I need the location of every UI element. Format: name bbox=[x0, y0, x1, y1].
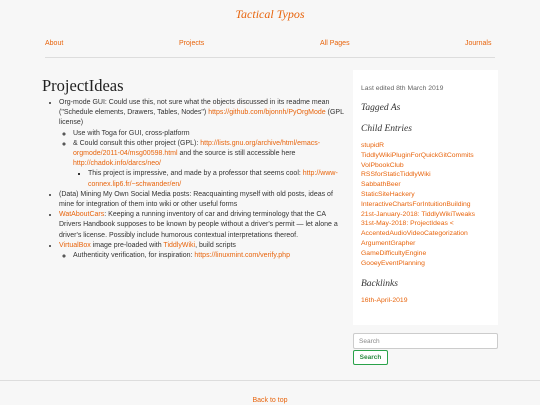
list-item bbox=[88, 169, 344, 189]
list-item-text: Org-mode GUI: Could use this, not sure what the objects discussed in its readme mean ("Schedule elements, Drawers, Tables, Nodes") bbox=[59, 99, 330, 117]
sub-list bbox=[59, 129, 344, 190]
backlinks-heading: Backlinks bbox=[361, 279, 398, 290]
tagged-as-heading: Tagged As bbox=[361, 103, 401, 113]
sub-list bbox=[59, 251, 344, 261]
gnu-archive-link[interactable]: http://lists.gnu.org/archive/html/emacs-orgmode/2011-04/msg00598.html bbox=[73, 139, 321, 158]
child-entry-link[interactable]: StaticSiteHackery bbox=[361, 190, 415, 198]
child-entries-heading: Child Entries bbox=[361, 124, 412, 134]
list-item-text: Authenticity verification, for inspiration: bbox=[73, 252, 195, 260]
child-entry-link[interactable]: GooeyEventPlanning bbox=[361, 259, 425, 267]
child-entry-link[interactable]: ArgumentGrapher bbox=[361, 239, 416, 247]
list-item bbox=[59, 190, 344, 210]
search-input[interactable] bbox=[353, 333, 498, 349]
child-entry-link[interactable]: TiddlyWikiPluginForQuickGitCommits bbox=[361, 151, 474, 159]
last-edited: Last edited 8th March 2019 bbox=[361, 85, 444, 92]
list-item bbox=[73, 251, 344, 261]
list-item bbox=[59, 210, 344, 241]
child-entry-link[interactable]: GameDifficultyEngine bbox=[361, 249, 427, 257]
main-content bbox=[48, 98, 344, 261]
search-button[interactable]: Search bbox=[353, 350, 388, 365]
linuxmint-verify-link[interactable]: https://linuxmint.com/verify.php bbox=[194, 252, 290, 260]
list-item-text: , build scripts bbox=[195, 241, 236, 249]
list-item-text: (Data) Mining My Own Social Media posts: Reacquainting myself with old posts, ideas of mine for integration of them into wiki or other useful forms bbox=[59, 190, 333, 209]
child-entry-link[interactable]: 31st-May-2018: ProjectIdeas < bbox=[361, 220, 454, 228]
wataboutcars-link[interactable]: WatAboutCars bbox=[59, 211, 105, 219]
footer-divider bbox=[0, 380, 540, 381]
child-entry-link[interactable]: 21st-January-2018: TiddlyWikiTweaks bbox=[361, 210, 476, 218]
nav-about[interactable]: About bbox=[45, 40, 64, 47]
page-title: ProjectIdeas bbox=[42, 76, 124, 95]
list-item-text: (GPL license) bbox=[59, 109, 344, 127]
child-entry-link[interactable]: VolPbookClub bbox=[361, 161, 404, 169]
backlink-link[interactable]: 16th-April-2019 bbox=[361, 297, 408, 305]
list-item-text: Use with Toga for GUI, cross-platform bbox=[73, 129, 190, 137]
child-entry-link[interactable]: AccentedAudioVideoCategorization bbox=[361, 230, 468, 238]
sidebar bbox=[353, 70, 498, 325]
pyorgmode-link[interactable]: https://github.com/bjonnh/PyOrgMode bbox=[208, 109, 326, 117]
list-item-text: image pre-loaded with bbox=[90, 241, 164, 249]
list-item-text: : Keeping a running inventory of car and driving terminology that the CA Drivers Handbook supposes to be known by people without a driver's permit — let alone a driver's license. Possibly include humorous contextual interpretations thereof. bbox=[59, 211, 338, 239]
list-item bbox=[73, 139, 344, 190]
nav-projects[interactable]: Projects bbox=[179, 40, 205, 47]
connex-link[interactable]: http://www-connex.lip6.fr/~schwander/en/ bbox=[88, 170, 338, 188]
chadok-link[interactable]: http://chadok.info/darcs/neo/ bbox=[73, 160, 161, 168]
project-list bbox=[48, 98, 344, 261]
back-to-top-link[interactable]: Back to top bbox=[252, 397, 288, 404]
list-item-text: This project is impressive, and made by a professor that seems cool: bbox=[88, 170, 303, 178]
child-entries-list bbox=[361, 141, 490, 268]
main-nav bbox=[0, 40, 540, 50]
nav-all-pages[interactable]: All Pages bbox=[320, 40, 350, 47]
list-item bbox=[59, 98, 344, 190]
list-item-text: & Could consult this other project (GPL): bbox=[73, 139, 201, 147]
nav-divider bbox=[45, 57, 495, 58]
list-item bbox=[59, 241, 344, 261]
tiddlywiki-link[interactable]: TiddlyWiki bbox=[163, 241, 196, 249]
site-title[interactable]: Tactical Typos bbox=[235, 7, 305, 21]
child-entry-link[interactable]: InteractiveChartsForIntuitionBuilding bbox=[361, 200, 471, 208]
list-item bbox=[73, 129, 344, 139]
child-entry-link[interactable]: stupidR bbox=[361, 142, 385, 149]
virtualbox-link[interactable]: VirtualBox bbox=[59, 241, 91, 249]
child-entry-link[interactable]: RSSforStaticTiddlyWiki bbox=[361, 171, 431, 179]
list-item-text: and the source is still accessible here bbox=[177, 150, 296, 158]
child-entry-link[interactable]: SabbathBeer bbox=[361, 181, 401, 189]
backlinks-list bbox=[361, 296, 490, 306]
sub-list bbox=[73, 169, 344, 189]
nav-journals[interactable]: Journals bbox=[465, 40, 492, 47]
